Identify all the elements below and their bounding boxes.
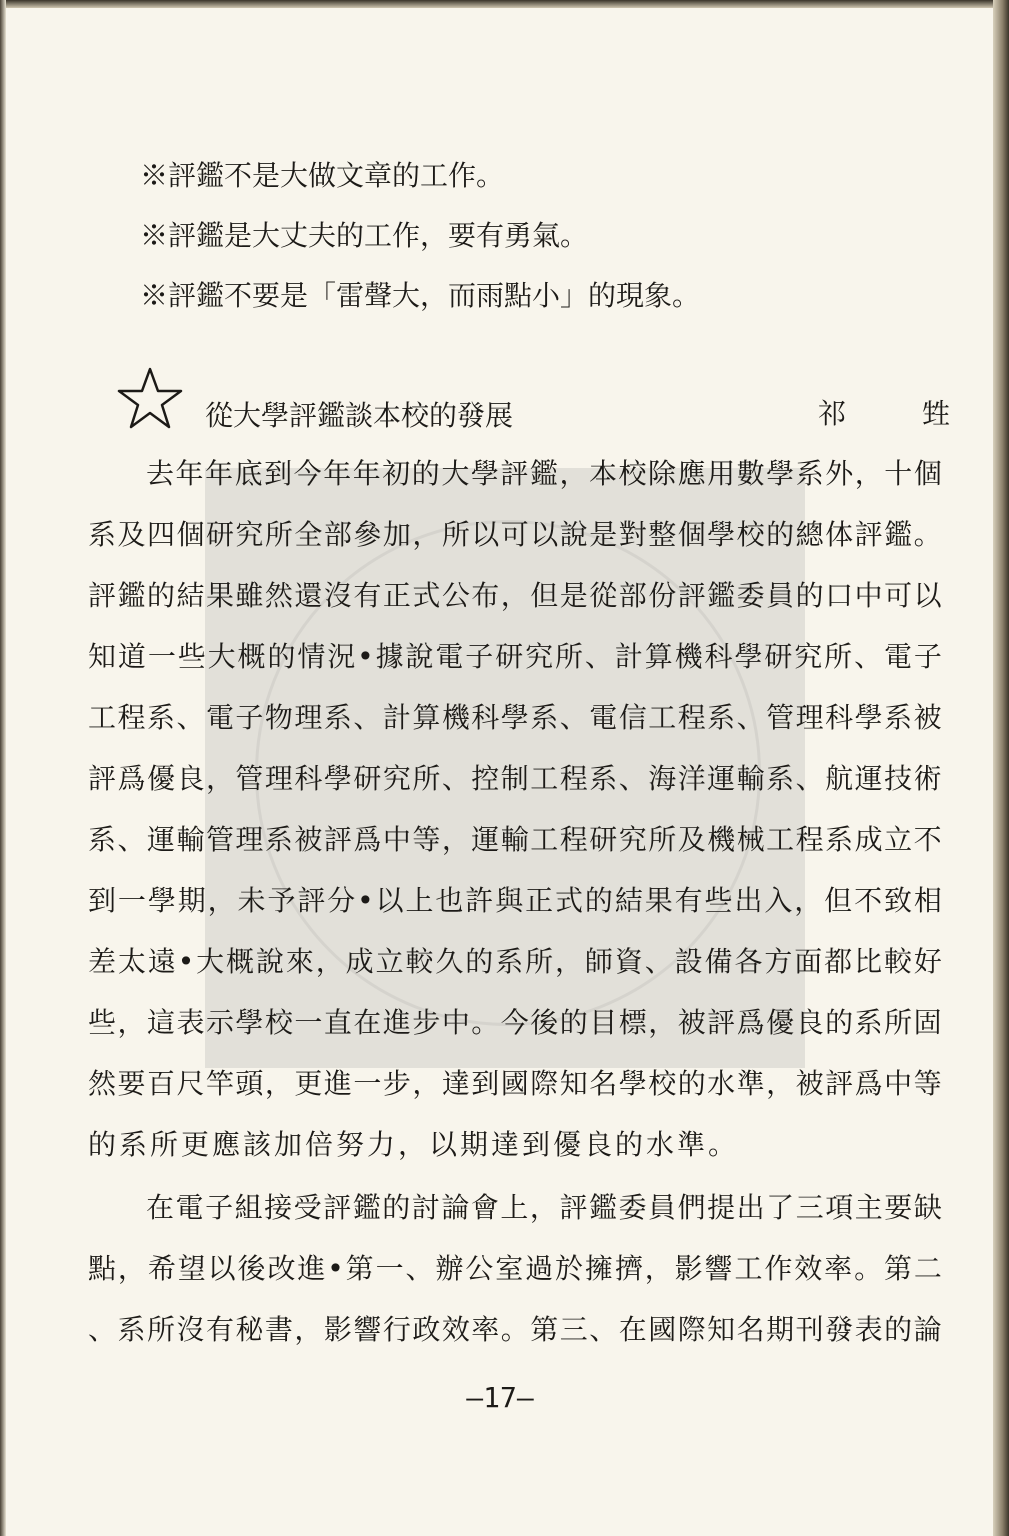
paragraph-line: 的系所更應該加倍努力，以期達到優良的水準。 <box>88 1128 740 1161</box>
star-outline-icon <box>115 365 185 431</box>
article-title: 從大學評鑑談本校的發展 <box>205 399 514 432</box>
paragraph-line: 系 及 四 個 研 究 所 全 部 參 加 ， 所 以 可 以 說 是 對 整 個 學 校 的 總 体 評 鑑 。 <box>88 518 943 551</box>
paragraph-line: 然 要 百 尺 竿 頭 ， 更 進 一 步 ， 達 到 國 際 知 名 學 校 的 水 準 ， 被 評 爲 中 等 <box>88 1067 943 1100</box>
page-number: —17— <box>466 1381 534 1414</box>
paragraph-line: 評 鑑 的 結 果 雖 然 還 沒 有 正 式 公 布 ， 但 是 從 部 份 評 鑑 委 員 的 口 中 可 以 <box>88 579 943 612</box>
paragraph-line: 到 一 學 期 ， 未 予 評 分 • 以 上 也 許 與 正 式 的 結 果 有 些 出 入 ， 但 不 致 相 <box>88 884 943 917</box>
note-line: ※評鑑是大丈夫的工作，要有勇氣。 <box>140 219 589 252</box>
scan-edge-right <box>993 0 1009 1536</box>
scan-edge-top <box>0 0 1009 8</box>
scan-edge-left <box>0 0 6 1536</box>
paragraph-line: 工 程 系 、 電 子 物 理 系 、 計 算 機 科 學 系 、 電 信 工 程 系 、 管 理 科 學 系 被 <box>88 701 943 734</box>
paragraph-line: 點 ， 希 望 以 後 改 進 • 第 一 、 辦 公 室 過 於 擁 擠 ， 影 響 工 作 效 率 。 第 二 <box>88 1252 943 1285</box>
article-author: 祁 甡 <box>818 397 975 430</box>
paragraph-line: 去 年 年 底 到 今 年 年 初 的 大 學 評 鑑 ， 本 校 除 應 用 數 學 系 外 ， 十 個 <box>146 457 943 490</box>
paragraph-line: 系 、 運 輸 管 理 系 被 評 爲 中 等 ， 運 輸 工 程 研 究 所 及 機 械 工 程 系 成 立 不 <box>88 823 943 856</box>
paragraph-line: 、 系 所 沒 有 秘 書 ， 影 響 行 政 效 率 。 第 三 、 在 國 際 知 名 期 刊 發 表 的 論 <box>88 1313 943 1346</box>
note-line: ※評鑑不要是「雷聲大，而雨點小」的現象。 <box>140 279 701 312</box>
paragraph-line: 些 ， 這 表 示 學 校 一 直 在 進 步 中 。 今 後 的 目 標 ， 被 評 爲 優 良 的 系 所 固 <box>88 1006 943 1039</box>
paragraph-line: 差 太 遠 • 大 概 說 來 ， 成 立 較 久 的 系 所 ， 師 資 、 設 備 各 方 面 都 比 較 好 <box>88 945 943 978</box>
note-line: ※評鑑不是大做文章的工作。 <box>140 159 505 192</box>
paragraph-line: 在 電 子 組 接 受 評 鑑 的 討 論 會 上 ， 評 鑑 委 員 們 提 出 了 三 項 主 要 缺 <box>146 1191 943 1224</box>
paragraph-line: 知 道 一 些 大 概 的 情 況 • 據 說 電 子 研 究 所 、 計 算 機 科 學 研 究 所 、 電 子 <box>88 640 943 673</box>
paragraph-line: 評 爲 優 良 ， 管 理 科 學 研 究 所 、 控 制 工 程 系 、 海 洋 運 輸 系 、 航 運 技 術 <box>88 762 943 795</box>
